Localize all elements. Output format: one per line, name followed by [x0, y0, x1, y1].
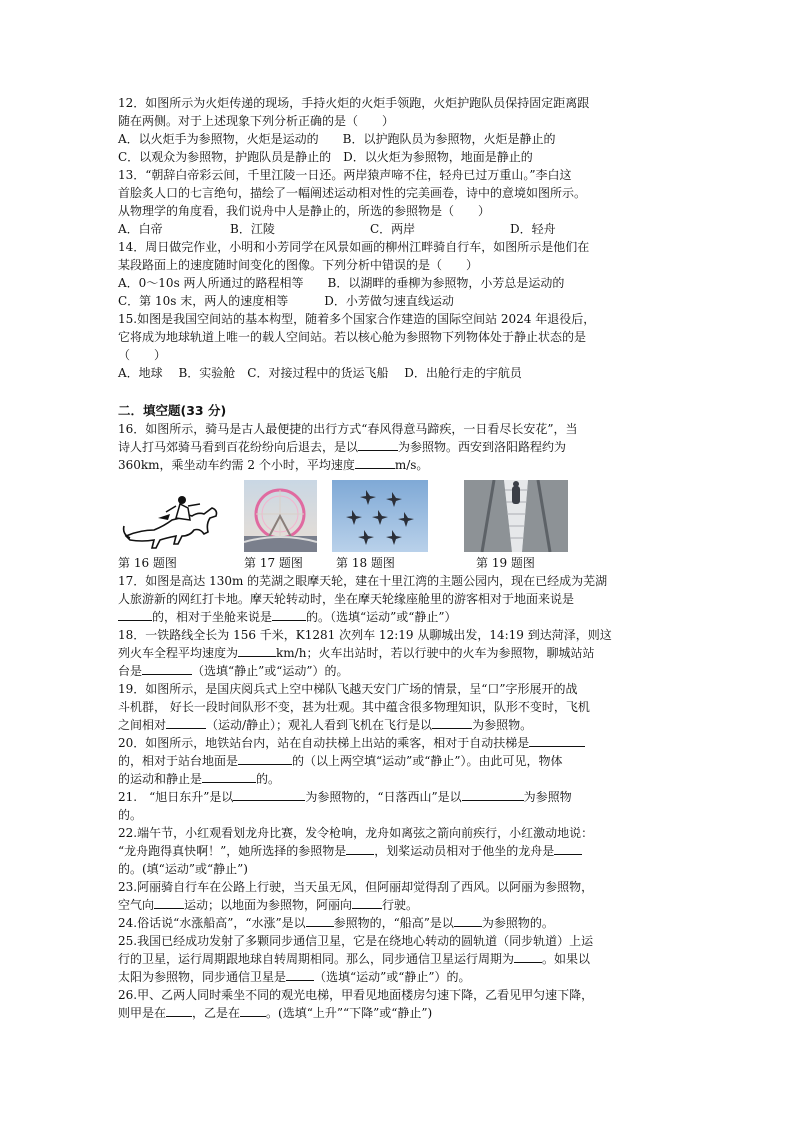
q25-line-1: 25.我国已经成功发射了多颗同步通信卫星，它是在绕地心转动的圆轨道（同步轨道）上运: [118, 934, 594, 948]
escalator-photo: [464, 480, 568, 552]
q19-blank-1[interactable]: [166, 716, 206, 729]
question-25: [118, 932, 678, 986]
q17-blank-2[interactable]: [272, 608, 306, 621]
q24-blank-1[interactable]: [306, 914, 334, 927]
q16-blank-1[interactable]: [358, 438, 398, 451]
q22-line-1: 22.端午节，小红观看划龙舟比赛，发令枪响，龙舟如离弦之箭向前疾行，小红激动地说：: [118, 826, 594, 840]
horse-rider-illustration: [120, 490, 232, 552]
q21-line-2: 的。: [118, 808, 143, 822]
q14-options-line-2: C．第 10s 末，两人的速度相等 D．小芳做匀速直线运动: [118, 294, 454, 308]
caption-fig-19: 第 19 题图: [476, 556, 535, 570]
question-18: [118, 626, 678, 680]
q24-line-1: 24.俗话说“水涨船高”，“水涨”是以 参照物的，“船高”是以 为参照物的。: [118, 916, 554, 930]
q26-line-2: 则甲是在 ，乙是在 。(选填“上升”“下降”或“静止”): [118, 1006, 433, 1020]
q13-stem-line-2: 首脍炙人口的七言绝句，描绘了一幅阐述运动相对性的完美画卷，诗中的意境如图所示。: [118, 186, 587, 200]
q23-blank-1[interactable]: [154, 896, 184, 909]
q16-line-1: 16．如图所示，骑马是古人最便捷的出行方式“春风得意马蹄疾，一日看尽长安花”，当: [118, 422, 578, 436]
ferris-wheel-photo: [244, 480, 317, 552]
q13-option-c: C．两岸: [370, 222, 416, 236]
q13-stem-line-3: 从物理学的角度看，我们说舟中人是静止的，所选的参照物是（ ）: [118, 204, 491, 218]
q20-blank-1[interactable]: [529, 734, 585, 747]
q20-line-3: 的运动和静止是 的。: [118, 772, 281, 786]
section-2-title: 二．填空题(33 分): [118, 403, 227, 418]
q18-line-3: 台是 （选填“静止”或“运动”）的。: [118, 664, 349, 678]
q23-blank-2[interactable]: [352, 896, 382, 909]
q22-blank-2[interactable]: [554, 842, 582, 855]
q17-line-2: 人旅游新的网红打卡地。摩天轮转动时，坐在摩天轮缘座舱里的游客相对于地面来说是: [118, 592, 575, 606]
q25-blank-2[interactable]: [286, 968, 314, 981]
q20-blank-2[interactable]: [238, 752, 292, 765]
q14-options-line-1: A．0～10s 两人所通过的路程相等 B．以湖畔的垂柳为参照物，小芳总是运动的: [118, 276, 565, 290]
q17-blank-1[interactable]: [118, 608, 152, 621]
question-17: [118, 572, 678, 626]
question-15: [118, 310, 678, 382]
q25-line-2: 行的卫星，运行周期跟地球自转周期相同。那么，同步通信卫星运行周期为 。如果以: [118, 952, 591, 966]
q17-line-1: 17．如图是高达 130m 的芜湖之眼摩天轮，建在十里江湾的主题公园内，现在已经成为芜湖: [118, 574, 608, 588]
figures-row: [118, 480, 678, 554]
q20-line-2: 的，相对于站台地面是 的（以上两空填“运动”或“静止”）。由此可见，物体: [118, 754, 563, 768]
q14-stem-line-2: 某段路面上的速度随时间变化的图像。下列分析中错误的是（ ）: [118, 258, 479, 272]
q12-options-line-2: C．以观众为参照物，护跑队员是静止的 D．以火炬为参照物，地面是静止的: [118, 150, 533, 164]
q26-blank-2[interactable]: [240, 1004, 266, 1017]
q17-line-3: 的，相对于坐舱来说是 的。（选填“运动”或“静止”）: [118, 608, 678, 626]
q23-line-2: 空气向 运动；以地面为参照物，阿丽向 行驶。: [118, 898, 419, 912]
caption-fig-18: 第 18 题图: [336, 556, 395, 570]
q26-blank-1[interactable]: [166, 1004, 192, 1017]
q20-blank-3[interactable]: [202, 770, 256, 783]
q25-blank-1[interactable]: [514, 950, 542, 963]
q15-options: A．地球 B．实验舱 C．对接过程中的货运飞船 D．出舱行走的宇航员: [118, 366, 522, 380]
q21-line-1: 21. “旭日东升”是以 为参照物的，“日落西山”是以 为参照物: [118, 790, 572, 804]
jet-formation-photo: [332, 480, 428, 552]
question-19: [118, 680, 678, 734]
q25-line-3: 太阳为参照物，同步通信卫星是 （选填“运动”或“静止”）的。: [118, 970, 471, 984]
caption-fig-17: 第 17 题图: [244, 556, 303, 570]
q18-blank-2[interactable]: [142, 662, 192, 675]
q16-line-3: 360km，乘坐动车约需 2 个小时，平均速度 m/s。: [118, 458, 429, 472]
q24-blank-2[interactable]: [454, 914, 482, 927]
q26-line-1: 26.甲、乙两人同时乘坐不同的观光电梯，甲看见地面楼房匀速下降，乙看见甲匀速下降，: [118, 988, 594, 1002]
question-24: [118, 914, 678, 932]
exam-page: [118, 94, 678, 1022]
q13-option-d: D．轻舟: [510, 222, 556, 236]
q15-stem-line-2: 它将成为地球轨道上唯一的载人空间站。若以核心舱为参照物下列物体处于静止状态的是: [118, 330, 587, 344]
q16-line-2: 诗人打马郊骑马看到百花纷纷向后退去，是以 为参照物。西安到洛阳路程约为: [118, 440, 567, 454]
question-14: [118, 238, 678, 310]
question-12: [118, 94, 678, 166]
question-26: [118, 986, 678, 1022]
q13-option-a: A．白帝: [118, 222, 163, 236]
q18-blank-1[interactable]: [238, 644, 276, 657]
q12-stem-line-1: 12．如图所示为火炬传递的现场，手持火炬的火炬手领跑，火炬护跑队员保持固定距离跟: [118, 96, 590, 110]
question-23: [118, 878, 678, 914]
question-22: [118, 824, 678, 878]
q19-line-2: 斗机群， 好长一段时间队形不变，甚为壮观。其中蕴含很多物理知识，队形不变时，飞机: [118, 700, 590, 714]
q22-line-2: “龙舟跑得真快啊！”，她所选择的参照物是 ，划桨运动员相对于他坐的龙舟是: [118, 842, 678, 860]
question-16: [118, 420, 678, 474]
q18-line-2: 列火车全程平均速度为 km/h；火车出站时，若以行驶中的火车为参照物，聊城站站: [118, 646, 595, 660]
q19-blank-2[interactable]: [432, 716, 472, 729]
q22-blank-1[interactable]: [346, 842, 374, 855]
q14-stem-line-1: 14．周日做完作业，小明和小芳同学在风景如画的柳州江畔骑自行车，如图所示是他们在: [118, 240, 590, 254]
q15-stem-line-1: 15.如图是我国空间站的基本构型，随着多个国家合作建造的国际空间站 2024 年退役后，: [118, 312, 596, 326]
q13-options: [118, 220, 678, 238]
q22-line-3: 的。(填“运动”或“静止”): [118, 862, 248, 876]
question-21: [118, 788, 678, 824]
q12-options-line-1: A．以火炬手为参照物，火炬是运动的 B．以护跑队员为参照物，火炬是静止的: [118, 132, 556, 146]
question-20: [118, 734, 678, 788]
q19-line-3: 之间相对 （运动/静止）；观礼人看到飞机在飞行是以 为参照物。: [118, 718, 533, 732]
q13-stem-line-1: 13．“朝辞白帝彩云间，千里江陵一日还。两岸猿声啼不住，轻舟已过万重山。”李白这: [118, 168, 572, 182]
figure-captions: [118, 554, 678, 572]
q18-line-1: 18．一铁路线全长为 156 千米，K1281 次列车 12:19 从聊城出发，14:19 到达菏泽，则这: [118, 628, 612, 642]
q12-stem-line-2: 随在两侧。对于上述现象下列分析正确的是（ ）: [118, 114, 395, 128]
q19-line-1: 19．如图所示，是国庆阅兵式上空中梯队飞越天安门广场的情景，呈“口”字形展开的战: [118, 682, 578, 696]
q23-line-1: 23.阿丽骑自行车在公路上行驶，当天虽无风，但阿丽却觉得刮了西风。以阿丽为参照物，: [118, 880, 594, 894]
q16-blank-2[interactable]: [355, 456, 395, 469]
q21-blank-1[interactable]: [233, 788, 305, 801]
q15-stem-line-3: （ ）: [118, 348, 167, 362]
q20-line-1: 20．如图所示，地铁站台内，站在自动扶梯上出站的乘客，相对于自动扶梯是: [118, 734, 678, 752]
question-13: [118, 166, 678, 238]
caption-fig-16: 第 16 题图: [118, 556, 177, 570]
q13-option-b: B．江陵: [230, 222, 275, 236]
q21-blank-2[interactable]: [462, 788, 524, 801]
